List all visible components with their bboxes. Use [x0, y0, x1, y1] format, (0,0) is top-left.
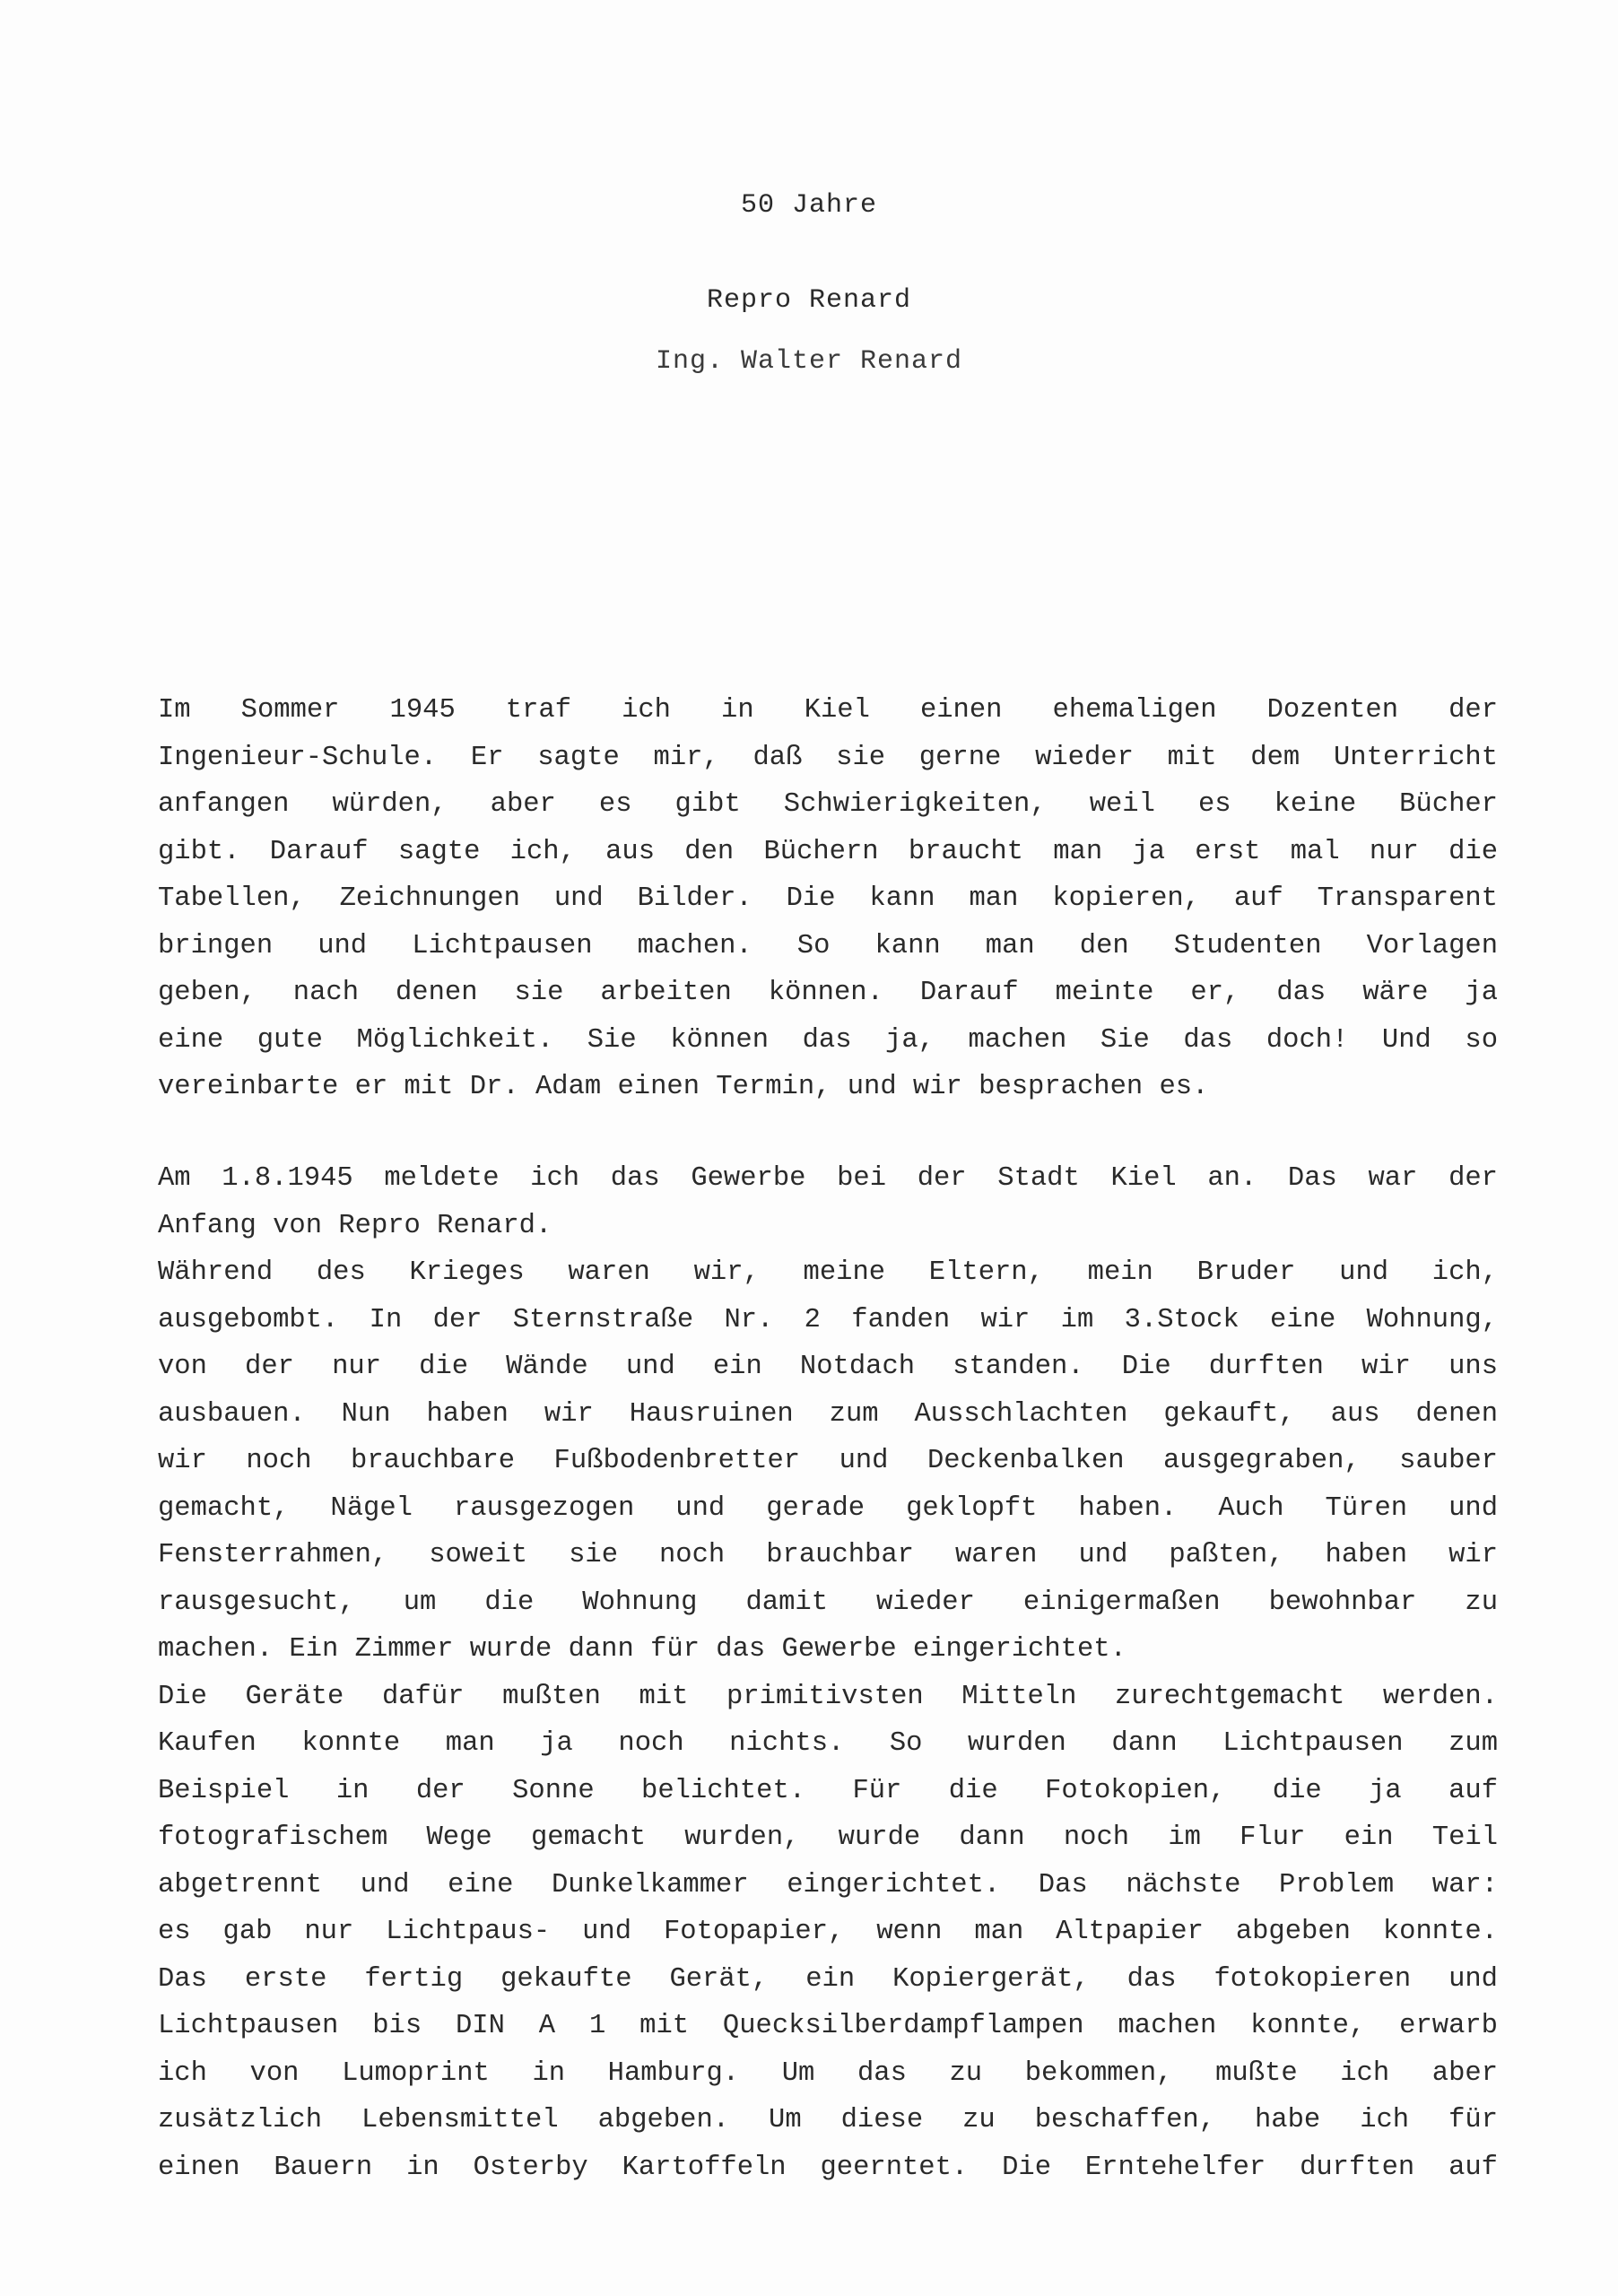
- text-line: Beispiel in der Sonne belichtet. Für die Fotokopien, die ja auf: [158, 1775, 1498, 1806]
- text-line: ausgebombt. In der Sternstraße Nr. 2 fanden wir im 3.Stock eine Wohnung,: [158, 1304, 1498, 1335]
- document-title: 50 Jahre: [740, 190, 878, 221]
- text-line: gemacht, Nägel rausgezogen und gerade geklopft haben. Auch Türen und: [158, 1492, 1498, 1524]
- text-line: ausbauen. Nun haben wir Hausruinen zum Ausschlachten gekauft, aus denen: [158, 1398, 1498, 1430]
- text-line: Während des Krieges waren wir, meine Eltern, mein Bruder und ich,: [158, 1257, 1498, 1288]
- text-line: Tabellen, Zeichnungen und Bilder. Die kann man kopieren, auf Transparent: [158, 883, 1498, 914]
- text-line: geben, nach denen sie arbeiten können. Darauf meinte er, das wäre ja: [158, 978, 1498, 1008]
- text-line: zusätzlich Lebensmittel abgeben. Um diese zu beschaffen, habe ich für: [158, 2105, 1498, 2135]
- paragraph-2: [158, 1155, 1498, 2191]
- text-line: fotografischem Wege gemacht wurden, wurde dann noch im Flur ein Teil: [158, 1822, 1498, 1853]
- text-line: wir noch brauchbare Fußbodenbretter und Deckenbalken ausgegraben, sauber: [158, 1446, 1498, 1476]
- text-line: rausgesucht, um die Wohnung damit wieder einigermaßen bewohnbar zu: [158, 1587, 1498, 1618]
- text-line: bringen und Lichtpausen machen. So kann man den Studenten Vorlagen: [158, 930, 1498, 961]
- text-line: Fensterrahmen, soweit sie noch brauchbar waren und paßten, haben wir: [158, 1540, 1498, 1570]
- text-line: einen Bauern in Osterby Kartoffeln geerntet. Die Erntehelfer durften auf: [158, 2152, 1498, 2183]
- text-line: ich von Lumoprint in Hamburg. Um das zu bekommen, mußte ich aber: [158, 2057, 1498, 2089]
- document-subtitle: Repro Renard: [706, 285, 912, 316]
- text-line: abgetrennt und eine Dunkelkammer eingerichtet. Das nächste Problem war:: [158, 1869, 1498, 1900]
- text-line: Ingenieur-Schule. Er sagte mir, daß sie gerne wieder mit dem Unterricht: [158, 742, 1498, 773]
- text-line: von der nur die Wände und ein Notdach standen. Die durften wir uns: [158, 1352, 1498, 1382]
- text-line: machen. Ein Zimmer wurde dann für das Gewerbe eingerichtet.: [158, 1634, 1127, 1665]
- text-line: Die Geräte dafür mußten mit primitivsten Mitteln zurechtgemacht werden.: [158, 1681, 1498, 1712]
- text-line: es gab nur Lichtpaus- und Fotopapier, wenn man Altpapier abgeben konnte.: [158, 1917, 1498, 1947]
- text-line: Kaufen konnte man ja noch nichts. So wurden dann Lichtpausen zum: [158, 1728, 1498, 1759]
- paragraph-1: [158, 687, 1498, 1111]
- text-line: Lichtpausen bis DIN A 1 mit Quecksilberdampflampen machen konnte, erwarb: [158, 2011, 1498, 2041]
- text-line: vereinbarte er mit Dr. Adam einen Termin, und wir besprachen es.: [158, 1072, 1209, 1102]
- text-line: Am 1.8.1945 meldete ich das Gewerbe bei der Stadt Kiel an. Das war der: [158, 1163, 1498, 1194]
- text-line: Anfang von Repro Renard.: [158, 1210, 552, 1241]
- text-line: Im Sommer 1945 traf ich in Kiel einen ehemaligen Dozenten der: [158, 695, 1498, 726]
- text-line: eine gute Möglichkeit. Sie können das ja, machen Sie das doch! Und so: [158, 1024, 1498, 1056]
- text-line: Das erste fertig gekaufte Gerät, ein Kopiergerät, das fotokopieren und: [158, 1963, 1498, 1995]
- document-author: Ing. Walter Renard: [655, 346, 963, 377]
- text-line: anfangen würden, aber es gibt Schwierigkeiten, weil es keine Bücher: [158, 789, 1498, 820]
- text-line: gibt. Darauf sagte ich, aus den Büchern braucht man ja erst mal nur die: [158, 836, 1498, 867]
